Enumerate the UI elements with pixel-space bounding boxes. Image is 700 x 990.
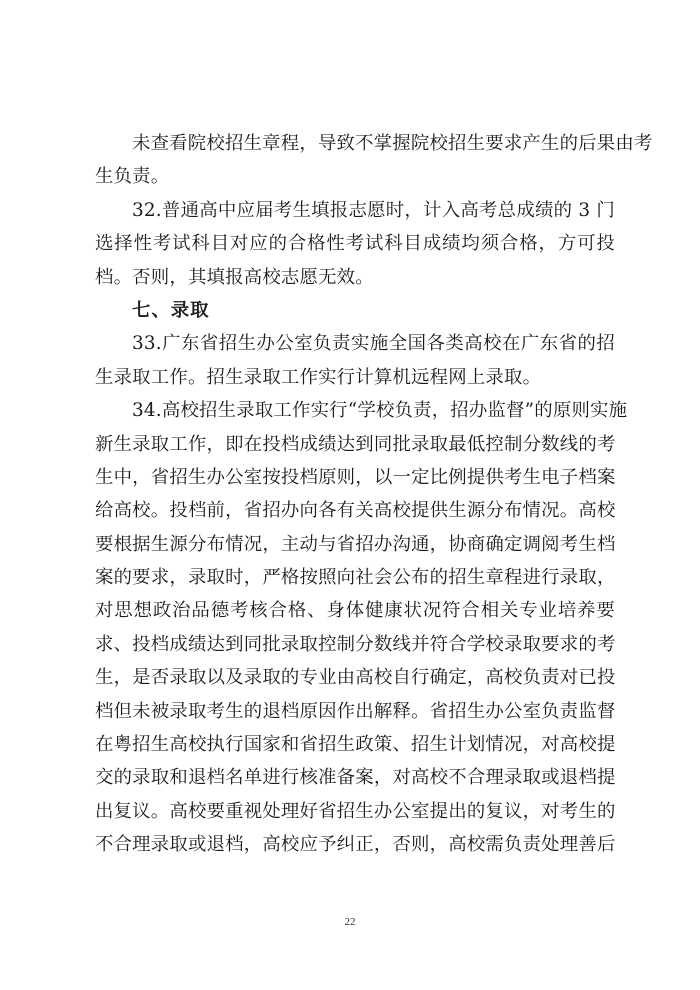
paragraph-line: 出复议。高校要重视处理好省招生办公室提出的复议，对考生的 — [95, 800, 616, 822]
paragraph-line: 34.高校招生录取工作实行“学校负责，招办监督”的原则实施 — [132, 400, 628, 422]
paragraph-line: 给高校。投档前，省招办向各有关高校提供生源分布情况。高校 — [95, 500, 616, 522]
paragraph-line: 生，是否录取以及录取的专业由高校自行确定，高校负责对已投 — [95, 667, 616, 689]
paragraph-line: 档。否则，其填报高校志愿无效。 — [95, 266, 374, 288]
paragraph-line: 案的要求，录取时，严格按照向社会公布的招生章程进行录取， — [95, 567, 616, 589]
paragraph-line: 32.普通高中应届考生填报志愿时，计入高考总成绩的 3 门 — [132, 199, 615, 221]
paragraph — [95, 127, 653, 194]
paragraph-line: 求、投档成绩达到同批录取控制分数线并符合学校录取要求的考 — [95, 633, 616, 655]
paragraph-line: 不合理录取或退档，高校应予纠正，否则，高校需负责处理善后 — [95, 834, 616, 856]
paragraph-line: 新生录取工作，即在投档成绩达到同批录取最低控制分数线的考 — [95, 433, 616, 455]
paragraph — [95, 194, 615, 294]
paragraph-line: 生录取工作。招生录取工作实行计算机远程网上录取。 — [95, 366, 542, 388]
paragraph-line: 未查看院校招生章程，导致不掌握院校招生要求产生的后果由考 — [132, 133, 653, 154]
paragraph-line: 生中，省招生办公室按投档原则，以一定比例提供考生电子档案 — [95, 466, 616, 488]
paragraph-line: 对思想政治品德考核合格、身体健康状况符合相关专业培养要 — [95, 600, 615, 622]
paragraph — [95, 394, 628, 861]
paragraph-line: 档但未被录取考生的退档原因作出解释。省招生办公室负责监督 — [95, 700, 616, 722]
paragraph-line: 生负责。 — [95, 166, 170, 188]
page-number: 22 — [344, 916, 356, 928]
paragraph-line: 在粤招生高校执行国家和省招生政策、招生计划情况，对高校提 — [95, 734, 616, 756]
paragraph — [95, 327, 615, 394]
section-heading — [95, 294, 615, 327]
heading-text: 七、录取 — [132, 299, 210, 321]
paragraph-line: 交的录取和退档名单进行核准备案，对高校不合理录取或退档提 — [95, 767, 616, 789]
document-body — [95, 127, 653, 862]
paragraph-line: 要根据生源分布情况，主动与省招办沟通，协商确定调阅考生档 — [95, 533, 616, 555]
paragraph-line: 选择性考试科目对应的合格性考试科目成绩均须合格，方可投 — [95, 233, 615, 255]
paragraph-line: 33.广东省招生办公室负责实施全国各类高校在广东省的招 — [132, 333, 615, 355]
